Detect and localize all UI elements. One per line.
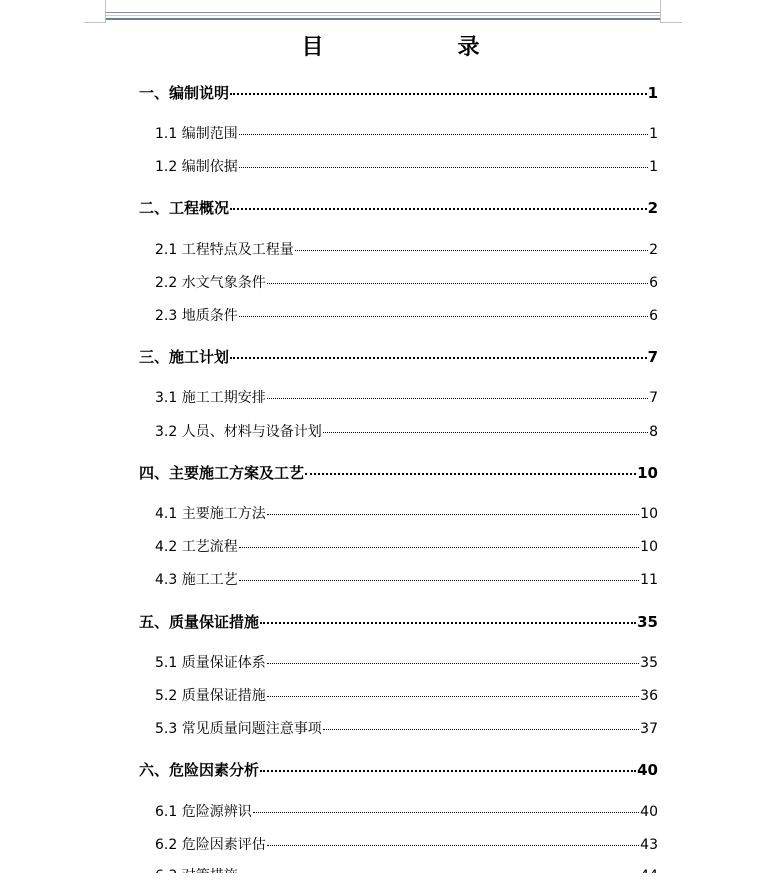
toc-dot-leader [323, 432, 648, 433]
toc-entry-1-1[interactable] [155, 124, 658, 144]
toc-dot-leader [230, 208, 647, 210]
toc-page-number: 10 [640, 506, 658, 522]
toc-entry-6-1[interactable] [155, 802, 658, 822]
toc-entry-label: 2.2 水文气象条件 [155, 275, 266, 291]
toc-entry-label: 1.1 编制范围 [155, 126, 238, 142]
toc-dot-leader [267, 696, 639, 697]
header-rule [106, 12, 660, 20]
toc-dot-leader [260, 770, 636, 772]
toc-dot-leader [305, 473, 636, 475]
toc-entry-4-1[interactable] [155, 504, 658, 524]
toc-entry-label: 2.3 地质条件 [155, 308, 238, 324]
toc-page-number: 7 [647, 348, 658, 366]
toc-page-number: 10 [640, 539, 658, 555]
toc-entry-label: 1.2 编制依据 [155, 159, 238, 175]
toc-entry-5-2[interactable] [155, 686, 658, 706]
toc-page-number: 40 [640, 804, 658, 820]
toc-entry-4-2[interactable] [155, 537, 658, 557]
toc-entry-2-2[interactable] [155, 273, 658, 293]
crop-mark [660, 22, 682, 23]
toc-page-number: 43 [640, 837, 658, 853]
toc-entry-5-1[interactable] [155, 653, 658, 673]
toc-dot-leader [267, 283, 648, 284]
toc-dot-leader [267, 514, 639, 515]
toc-entry-label: 2.1 工程特点及工程量 [155, 242, 294, 258]
toc-entry-label: 六、危险因素分析 [139, 761, 260, 779]
toc-entry-label: 3.1 施工工期安排 [155, 390, 266, 406]
toc-entry-3-1[interactable] [155, 388, 658, 408]
toc-dot-leader [239, 167, 648, 168]
toc-entry-2-1[interactable] [155, 240, 658, 260]
toc-dot-leader [230, 93, 647, 95]
crop-mark [660, 0, 661, 22]
toc-page-number: 1 [649, 159, 658, 175]
toc-entry-6-2[interactable] [155, 835, 658, 855]
toc-entry-label: 4.1 主要施工方法 [155, 506, 266, 522]
toc-page-number: 8 [649, 424, 658, 440]
toc-entry-2[interactable] [139, 198, 658, 218]
toc-entry-label: 6.2 危险因素评估 [155, 837, 266, 853]
toc-entry-5-3[interactable] [155, 719, 658, 739]
toc-title: 目 录 [301, 34, 510, 60]
toc-dot-leader [267, 845, 639, 846]
header-rule-inner [106, 15, 660, 16]
toc-entry-label: 一、编制说明 [139, 84, 230, 102]
toc-page-number: 35 [637, 613, 658, 631]
page-bottom-edge [0, 873, 781, 880]
toc-entry-label: 4.2 工艺流程 [155, 539, 238, 555]
toc-entry-label: 3.2 人员、材料与设备计划 [155, 424, 322, 440]
toc-entry-label: 5.1 质量保证体系 [155, 655, 266, 671]
toc-page-number: 1 [647, 84, 658, 102]
toc-dot-leader [260, 622, 636, 624]
toc-dot-leader [239, 580, 639, 581]
toc-dot-leader [267, 398, 648, 399]
toc-entry-3-2[interactable] [155, 422, 658, 442]
toc-entry-label: 三、施工计划 [139, 348, 230, 366]
toc-entry-label: 四、主要施工方案及工艺 [139, 464, 305, 482]
toc-entry-label: 二、工程概况 [139, 199, 230, 217]
toc-dot-leader [253, 812, 639, 813]
toc-entry-label: 6.1 危险源辨识 [155, 804, 252, 820]
toc-page-number: 36 [640, 688, 658, 704]
toc-page-number: 2 [647, 199, 658, 217]
toc-entry-2-3[interactable] [155, 306, 658, 326]
toc-dot-leader [267, 663, 639, 664]
toc-entry-6[interactable] [139, 760, 658, 780]
toc-entry-4[interactable] [139, 463, 658, 483]
toc-entry-label: 5.3 常见质量问题注意事项 [155, 721, 322, 737]
toc-page-number: 40 [637, 761, 658, 779]
toc-page-number: 2 [649, 242, 658, 258]
toc-entry-label: 五、质量保证措施 [139, 613, 260, 631]
toc-entry-3[interactable] [139, 347, 658, 367]
toc-entry-1-2[interactable] [155, 157, 658, 177]
toc-dot-leader [239, 134, 648, 135]
toc-entry-5[interactable] [139, 612, 658, 632]
toc-dot-leader [239, 547, 639, 548]
toc-page-number: 1 [649, 126, 658, 142]
toc-entry-4-3[interactable] [155, 570, 658, 590]
toc-page-number: 11 [640, 572, 658, 588]
toc-page-number: 7 [649, 390, 658, 406]
toc-entry-label: 5.2 质量保证措施 [155, 688, 266, 704]
toc-page-number: 6 [649, 275, 658, 291]
toc-dot-leader [230, 357, 647, 359]
toc-page-number: 35 [640, 655, 658, 671]
toc-entry-1[interactable] [139, 83, 658, 103]
toc-dot-leader [295, 250, 648, 251]
toc-dot-leader [323, 729, 639, 730]
toc-dot-leader [239, 316, 648, 317]
toc-page-number: 10 [637, 464, 658, 482]
toc-entry-label: 4.3 施工工艺 [155, 572, 238, 588]
crop-mark [84, 22, 106, 23]
toc-page-number: 37 [640, 721, 658, 737]
toc-page-number: 6 [649, 308, 658, 324]
